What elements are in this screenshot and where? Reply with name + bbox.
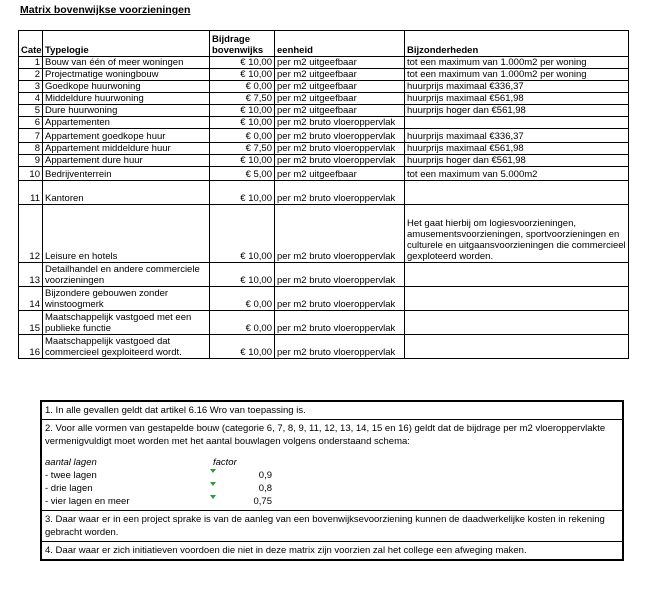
row-unit: per m2 bruto vloeroppervlak bbox=[275, 129, 405, 143]
factor-value: 0,9 bbox=[258, 470, 272, 481]
row-particulars: huurprijs hoger dan €561,98 bbox=[405, 155, 629, 167]
table-row bbox=[19, 155, 629, 167]
row-typology: Appartement middeldure huur bbox=[43, 143, 210, 155]
header-contribution: Bijdrage bovenwijks bbox=[210, 31, 275, 57]
table-row bbox=[19, 143, 629, 155]
comment-marker-icon bbox=[210, 495, 216, 499]
note-4: 4. Daar waar er zich initiatieven voordoen die niet in deze matrix zijn voorzien zal het college een afweging maken. bbox=[45, 545, 527, 556]
table-row bbox=[19, 311, 629, 335]
row-particulars: Het gaat hierbij om logiesvoorzieningen, amusementsvoorzieningen, sportvoorzieningen en culturele en uitgaansvoorzieningen die commercieel gexploteerd worden. bbox=[405, 205, 629, 263]
table-row bbox=[19, 81, 629, 93]
row-unit: per m2 bruto vloeroppervlak bbox=[275, 263, 405, 287]
table-row bbox=[19, 287, 629, 311]
row-typology: Kantoren bbox=[43, 181, 210, 205]
comment-marker-icon bbox=[210, 469, 216, 473]
row-contribution: € 10,00 bbox=[210, 105, 275, 117]
row-particulars: huurprijs maximaal €561,98 bbox=[405, 93, 629, 105]
row-unit: per m2 bruto vloeroppervlak bbox=[275, 143, 405, 155]
table-row bbox=[19, 105, 629, 117]
row-particulars: huurprijs maximaal €336,37 bbox=[405, 81, 629, 93]
header-row bbox=[19, 31, 629, 57]
row-typology: Bedrijventerrein bbox=[43, 167, 210, 181]
header-unit: eenheid bbox=[275, 31, 405, 57]
header-category: Cate bbox=[19, 31, 43, 57]
row-particulars bbox=[405, 181, 629, 205]
row-typology: Bijzondere gebouwen zonder winstoogmerk bbox=[43, 287, 210, 311]
row-typology: Goedkope huurwoning bbox=[43, 81, 210, 93]
row-typology: Bouw van één of meer woningen bbox=[43, 57, 210, 69]
table-row bbox=[19, 263, 629, 287]
row-unit: per m2 bruto vloeroppervlak bbox=[275, 311, 405, 335]
row-typology: Maatschappelijk vastgoed dat commercieel gexploiteerd wordt. bbox=[43, 335, 210, 359]
row-category-number: 5 bbox=[19, 105, 43, 117]
factor-col-layers: aantal lagen bbox=[45, 457, 97, 468]
matrix-table bbox=[18, 30, 629, 359]
table-row bbox=[19, 93, 629, 105]
row-typology: Leisure en hotels bbox=[43, 205, 210, 263]
row-unit: per m2 bruto vloeroppervlak bbox=[275, 181, 405, 205]
row-typology: Appartement goedkope huur bbox=[43, 129, 210, 143]
row-contribution: € 10,00 bbox=[210, 335, 275, 359]
row-category-number: 11 bbox=[19, 181, 43, 205]
row-unit: per m2 uitgeefbaar bbox=[275, 81, 405, 93]
row-particulars bbox=[405, 311, 629, 335]
row-unit: per m2 bruto vloeroppervlak bbox=[275, 117, 405, 129]
row-category-number: 12 bbox=[19, 205, 43, 263]
row-contribution: € 10,00 bbox=[210, 263, 275, 287]
row-category-number: 2 bbox=[19, 69, 43, 81]
row-contribution: € 7,50 bbox=[210, 143, 275, 155]
row-contribution: € 10,00 bbox=[210, 57, 275, 69]
row-particulars: huurprijs maximaal €336,37 bbox=[405, 129, 629, 143]
row-unit: per m2 uitgeefbaar bbox=[275, 69, 405, 81]
factor-value: 0,8 bbox=[258, 483, 272, 494]
row-contribution: € 10,00 bbox=[210, 69, 275, 81]
note-2-text: 2. Voor alle vormen van gestapelde bouw (categorie 6, 7, 8, 9, 11, 12, 13, 14, 15 en 16) geldt dat de bijdrage per m2 vloeroppervlakte vermenigvuldigt moet worden met het aantal bouwlagen volgens onderstaand schema: bbox=[45, 423, 606, 447]
factor-label: - vier lagen en meer bbox=[45, 496, 130, 507]
factor-table bbox=[45, 456, 619, 508]
row-category-number: 4 bbox=[19, 93, 43, 105]
row-typology: Appartement dure huur bbox=[43, 155, 210, 167]
row-contribution: € 5,00 bbox=[210, 167, 275, 181]
factor-value: 0,75 bbox=[253, 496, 272, 507]
row-typology: Dure huurwoning bbox=[43, 105, 210, 117]
factor-row bbox=[45, 482, 619, 495]
row-category-number: 13 bbox=[19, 263, 43, 287]
row-particulars: tot een maximum van 5.000m2 bbox=[405, 167, 629, 181]
row-unit: per m2 uitgeefbaar bbox=[275, 57, 405, 69]
row-category-number: 14 bbox=[19, 287, 43, 311]
table-row bbox=[19, 205, 629, 263]
factor-row bbox=[45, 495, 619, 508]
row-particulars: tot een maximum van 1.000m2 per woning bbox=[405, 69, 629, 81]
note-1: 1. In alle gevallen geldt dat artikel 6.16 Wro van toepassing is. bbox=[42, 402, 622, 420]
table-row bbox=[19, 57, 629, 69]
table-row bbox=[19, 335, 629, 359]
row-contribution: € 10,00 bbox=[210, 155, 275, 167]
row-particulars: huurprijs maximaal €561,98 bbox=[405, 143, 629, 155]
table-row bbox=[19, 167, 629, 181]
row-contribution: € 10,00 bbox=[210, 205, 275, 263]
row-particulars bbox=[405, 117, 629, 129]
row-contribution: € 0,00 bbox=[210, 311, 275, 335]
row-unit: per m2 bruto vloeroppervlak bbox=[275, 287, 405, 311]
note-3: 3. Daar waar er in een project sprake is van de aanleg van een bovenwijksevoorziening kunnen de daadwerkelijke kosten in rekening gebracht worden. bbox=[42, 511, 622, 542]
notes-box bbox=[40, 400, 624, 561]
row-category-number: 3 bbox=[19, 81, 43, 93]
row-contribution: € 0,00 bbox=[210, 81, 275, 93]
row-contribution: € 10,00 bbox=[210, 181, 275, 205]
row-contribution: € 7,50 bbox=[210, 93, 275, 105]
row-unit: per m2 bruto vloeroppervlak bbox=[275, 335, 405, 359]
row-typology: Detailhandel en andere commerciele voorzieningen bbox=[43, 263, 210, 287]
row-category-number: 16 bbox=[19, 335, 43, 359]
row-category-number: 15 bbox=[19, 311, 43, 335]
row-unit: per m2 uitgeefbaar bbox=[275, 167, 405, 181]
header-particulars: Bijzonderheden bbox=[405, 31, 629, 57]
factor-label: - drie lagen bbox=[45, 483, 93, 494]
row-particulars: tot een maximum van 1.000m2 per woning bbox=[405, 57, 629, 69]
factor-col-factor: factor bbox=[213, 457, 237, 468]
row-typology: Middeldure huurwoning bbox=[43, 93, 210, 105]
row-category-number: 1 bbox=[19, 57, 43, 69]
row-unit: per m2 bruto vloeroppervlak bbox=[275, 205, 405, 263]
row-category-number: 10 bbox=[19, 167, 43, 181]
row-typology: Maatschappelijk vastgoed met een publieke functie bbox=[43, 311, 210, 335]
header-typology: Typelogie bbox=[43, 31, 210, 57]
page-title: Matrix bovenwijkse voorzieningen bbox=[20, 4, 191, 16]
note-2 bbox=[42, 420, 622, 511]
row-typology: Appartementen bbox=[43, 117, 210, 129]
row-unit: per m2 bruto vloeroppervlak bbox=[275, 155, 405, 167]
comment-marker-icon bbox=[210, 482, 216, 486]
row-unit: per m2 uitgeefbaar bbox=[275, 93, 405, 105]
row-particulars: huurprijs hoger dan €561,98 bbox=[405, 105, 629, 117]
row-particulars bbox=[405, 335, 629, 359]
table-row bbox=[19, 117, 629, 129]
row-particulars bbox=[405, 263, 629, 287]
table-row bbox=[19, 69, 629, 81]
row-contribution: € 10,00 bbox=[210, 117, 275, 129]
table-row bbox=[19, 129, 629, 143]
table-row bbox=[19, 181, 629, 205]
row-unit: per m2 uitgeefbaar bbox=[275, 105, 405, 117]
factor-label: - twee lagen bbox=[45, 470, 97, 481]
row-category-number: 8 bbox=[19, 143, 43, 155]
row-contribution: € 0,00 bbox=[210, 287, 275, 311]
factor-row bbox=[45, 469, 619, 482]
row-typology: Projectmatige woningbouw bbox=[43, 69, 210, 81]
row-category-number: 6 bbox=[19, 117, 43, 129]
row-particulars bbox=[405, 287, 629, 311]
row-category-number: 9 bbox=[19, 155, 43, 167]
factor-header bbox=[45, 456, 619, 469]
row-contribution: € 0,00 bbox=[210, 129, 275, 143]
row-category-number: 7 bbox=[19, 129, 43, 143]
